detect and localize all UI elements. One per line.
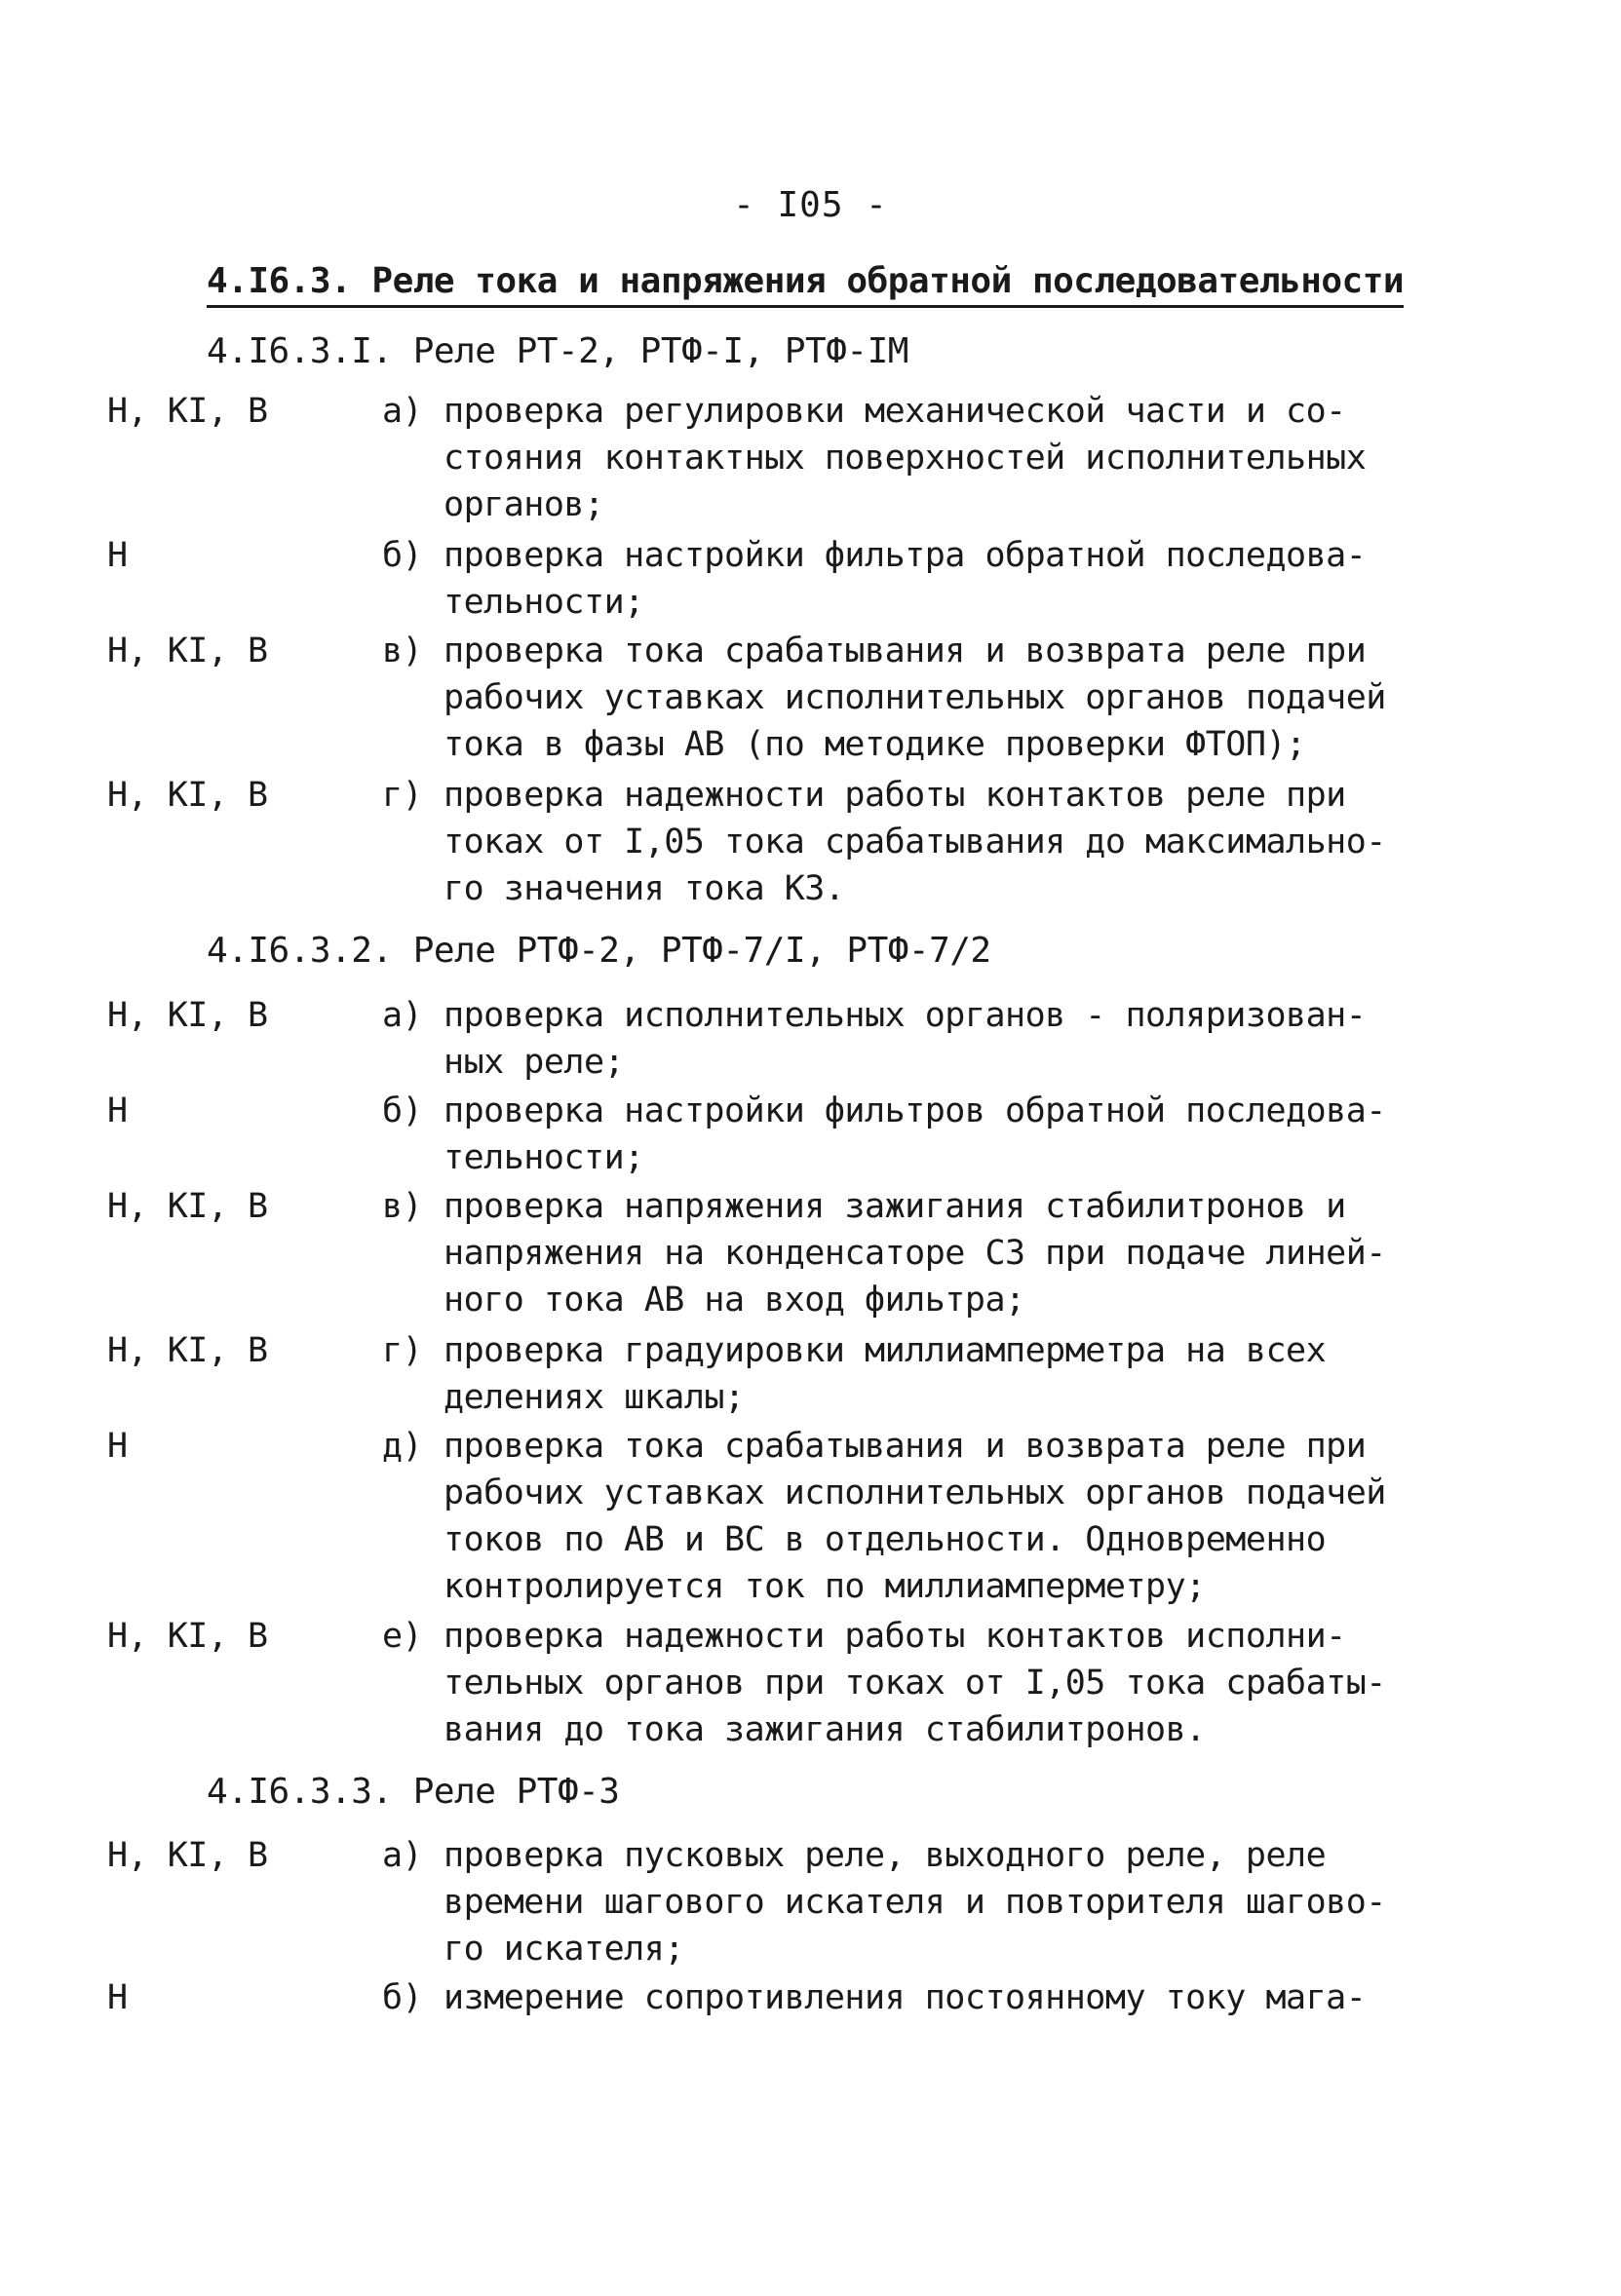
item-code: Н, КI, В (107, 1836, 268, 1875)
item-code: Н (107, 1427, 128, 1466)
item-text: проверка градуировки миллиамперметра на всех делениях шкалы; (444, 1331, 1327, 1417)
item-letter: в) (382, 1187, 423, 1226)
item-code: Н, КI, В (107, 996, 268, 1035)
item-letter: г) (382, 1331, 423, 1370)
subsection-title: 4.I6.3.I. Реле РТ-2, РТФ-I, РТФ-IM (207, 331, 908, 371)
item-letter: б) (382, 1978, 423, 2017)
item-text: проверка пусковых реле, выходного реле, реле времени шагового искателя и повторителя шагово- го искателя; (444, 1836, 1386, 1969)
item-letter: б) (382, 536, 423, 575)
item-text: проверка исполнительных органов - поляризован- ных реле; (444, 996, 1367, 1082)
item-letter: в) (382, 631, 423, 670)
item-letter: д) (382, 1427, 423, 1466)
item-letter: е) (382, 1617, 423, 1656)
item-code: Н (107, 536, 128, 575)
item-text: проверка тока срабатывания и возврата реле при рабочих уставках исполнительных органов подачей тока в фазы АВ (по методике проверки ФТОП); (444, 631, 1386, 764)
subsection-title: 4.I6.3.3. Реле РТФ-3 (207, 1772, 620, 1812)
item-text: проверка надежности работы контактов реле при токах от I,05 тока срабатывания до максимально- го значения тока КЗ. (444, 776, 1386, 908)
item-text: проверка регулировки механической части и со- стояния контактных поверхностей исполнительных органов; (444, 392, 1367, 524)
item-letter: а) (382, 392, 423, 431)
item-letter: г) (382, 776, 423, 815)
item-letter: а) (382, 1836, 423, 1875)
item-code: Н, КI, В (107, 1187, 268, 1226)
section-title: 4.I6.3. Реле тока и напряжения обратной последовательности (207, 261, 1404, 308)
item-text: проверка настройки фильтров обратной последова- тельности; (444, 1091, 1386, 1177)
item-code: Н (107, 1091, 128, 1130)
item-text: проверка тока срабатывания и возврата реле при рабочих уставках исполнительных органов подачей токов по АВ и ВС в отдельности. Одновременно контролируется ток по миллиамперметру; (444, 1427, 1386, 1606)
item-text: проверка надежности работы контактов исполни- тельных органов при токах от I,05 тока срабаты- вания до тока зажигания стабилитронов. (444, 1617, 1386, 1749)
item-code: Н, КI, В (107, 1331, 268, 1370)
item-code: Н, КI, В (107, 631, 268, 670)
item-code: Н, КI, В (107, 1617, 268, 1656)
page-number: - I05 - (733, 185, 888, 225)
item-text: измерение сопротивления постоянному току мага- (444, 1978, 1367, 2017)
item-text: проверка настройки фильтра обратной последова- тельности; (444, 536, 1367, 622)
subsection-title: 4.I6.3.2. Реле РТФ-2, РТФ-7/I, РТФ-7/2 (207, 931, 991, 971)
item-letter: а) (382, 996, 423, 1035)
item-letter: б) (382, 1091, 423, 1130)
item-code: Н (107, 1978, 128, 2017)
item-code: Н, КI, В (107, 392, 268, 431)
item-text: проверка напряжения зажигания стабилитронов и напряжения на конденсаторе С3 при подаче линей- ного тока АВ на вход фильтра; (444, 1187, 1386, 1320)
item-code: Н, КI, В (107, 776, 268, 815)
